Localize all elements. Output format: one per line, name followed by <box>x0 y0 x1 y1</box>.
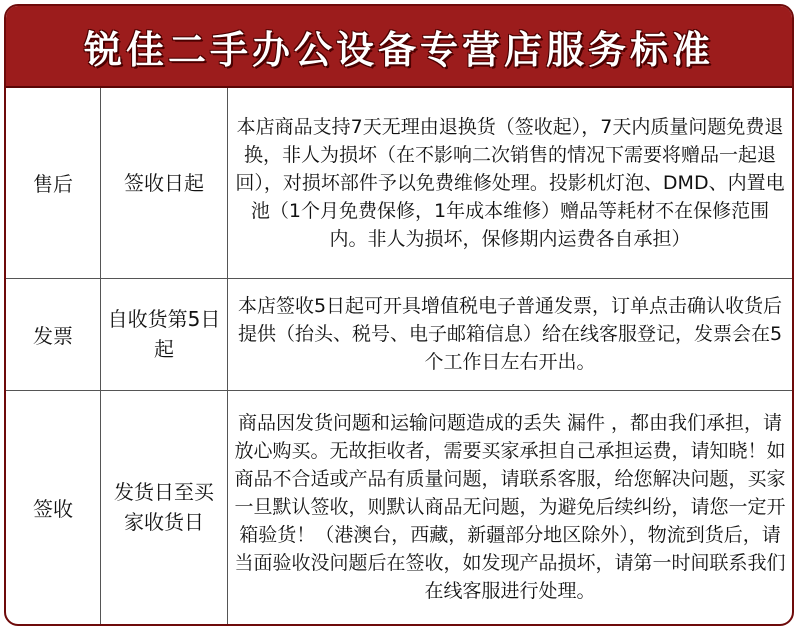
row-name: 发票 <box>6 278 101 390</box>
policy-table <box>6 88 792 625</box>
row-description: 商品因发货问题和运输问题造成的丢失 漏件 ，都由我们承担，请放心购买。无故拒收者，需要买家承担自己承担运费，请知晓！如商品不合适或产品有质量问题，请联系客服，给您解决问题，买家一旦默认签收，则默认商品无问题，为避免后续纠纷，请您一定开箱验货！（港澳台，西藏，新疆部分地区除外），物流到货后，请当面验收没问题后在签收，如发现产品损坏，请第一时间联系我们在线客服进行处理。 <box>228 390 793 624</box>
row-time: 自收货第5日起 <box>101 278 228 390</box>
row-description: 本店签收5日起可开具增值税电子普通发票，订单点击确认收货后提供（抬头、税号、电子邮箱信息）给在线客服登记，发票会在5个工作日左右开出。 <box>228 278 793 390</box>
row-description: 本店商品支持7天无理由退换货（签收起），7天内质量问题免费退换，非人为损坏（在不影响二次销售的情况下需要将赠品一起退回），对损坏部件予以免费维修处理。投影机灯泡、DMD、内置电池（1个月免费保修，1年成本维修）赠品等耗材不在保修范围内。非人为损坏，保修期内运费各自承担） <box>228 88 793 278</box>
row-name: 签收 <box>6 390 101 624</box>
row-name: 售后 <box>6 88 101 278</box>
service-standard-card <box>4 4 794 626</box>
page-title: 锐佳二手办公设备专营店服务标准 <box>83 27 714 72</box>
row-time: 发货日至买家收货日 <box>101 390 228 624</box>
table-row-invoice <box>6 278 792 390</box>
header-banner <box>6 6 792 88</box>
table-row-after-sales <box>6 88 792 278</box>
row-time: 签收日起 <box>101 88 228 278</box>
table-row-receipt <box>6 390 792 624</box>
